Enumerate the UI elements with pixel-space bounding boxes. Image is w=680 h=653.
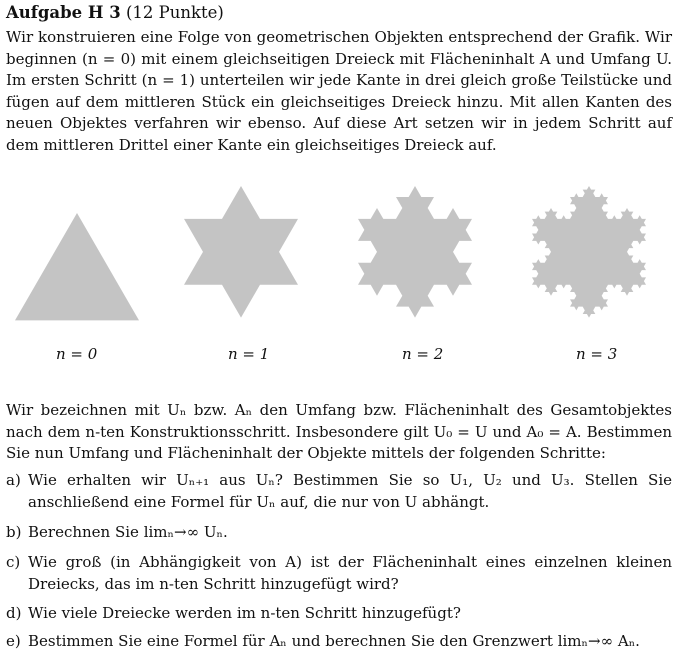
definition-paragraph: Wir bezeichnen mit Uₙ bzw. Aₙ den Umfang bzw. Flächeninhalt des Gesamtobjektes nach dem n-ten Konstruktionsschritt. Insbesondere gilt U₀ = U und A₀ = A. Bestimmen Sie nun Umfang und Flächeninhalt der Objekte mittels der folgenden Schritte:: [6, 401, 672, 463]
figure-n2: [348, 180, 482, 340]
task-text: Berechnen Sie limₙ→∞ Uₙ.: [28, 523, 228, 541]
figure-n1: [174, 180, 308, 340]
task-label: c): [6, 553, 21, 571]
koch-shape-n2: [358, 186, 472, 318]
figure-n0: [10, 180, 144, 340]
exercise-heading: [6, 2, 224, 24]
koch-shape-n3: [532, 186, 646, 318]
task-label: d): [6, 604, 22, 622]
caption-n2: n = 2: [402, 345, 444, 363]
caption-n0: n = 0: [56, 345, 98, 363]
koch-shape-n1: [184, 186, 298, 318]
caption-n1: n = 1: [228, 345, 270, 363]
figure-n3: [522, 180, 656, 340]
koch-figures: [6, 180, 674, 370]
task-text: Wie viele Dreiecke werden im n-ten Schritt hinzugefügt?: [28, 604, 461, 622]
exercise-points: (12 Punkte): [125, 3, 224, 22]
task-label: a): [6, 471, 21, 489]
task-text: Wie erhalten wir Uₙ₊₁ aus Uₙ? Bestimmen Sie so U₁, U₂ und U₃. Stellen Sie anschließend eine Formel für Uₙ auf, die nur von U abhängt.: [28, 471, 672, 511]
task-text: Wie groß (in Abhängigkeit von A) ist der Flächeninhalt eines einzelnen kleinen Dreiecks, das im n-ten Schritt hinzugefügt wird?: [28, 553, 672, 593]
exercise-title: Aufgabe H 3: [6, 3, 121, 22]
task-text: Bestimmen Sie eine Formel für Aₙ und berechnen Sie den Grenzwert limₙ→∞ Aₙ.: [28, 632, 640, 650]
caption-n3: n = 3: [576, 345, 618, 363]
task-label: e): [6, 632, 21, 650]
task-label: b): [6, 523, 22, 541]
koch-shape-n0: [15, 213, 139, 320]
intro-paragraph: Wir konstruieren eine Folge von geometrischen Objekten entsprechend der Grafik. Wir beginnen (n = 0) mit einem gleichseitigen Dreieck mit Flächeninhalt A und Umfang U. Im ersten Schritt (n = 1) unterteilen wir jede Kante in drei gleich große Teilstücke und fügen auf dem mittleren Stück ein gleichseitiges Dreieck hinzu. Mit allen Kanten des neuen Objektes verfahren wir ebenso. Auf diese Art setzen wir in jedem Schritt auf dem mittleren Drittel einer Kante ein gleichseitiges Dreieck auf.: [6, 28, 672, 154]
